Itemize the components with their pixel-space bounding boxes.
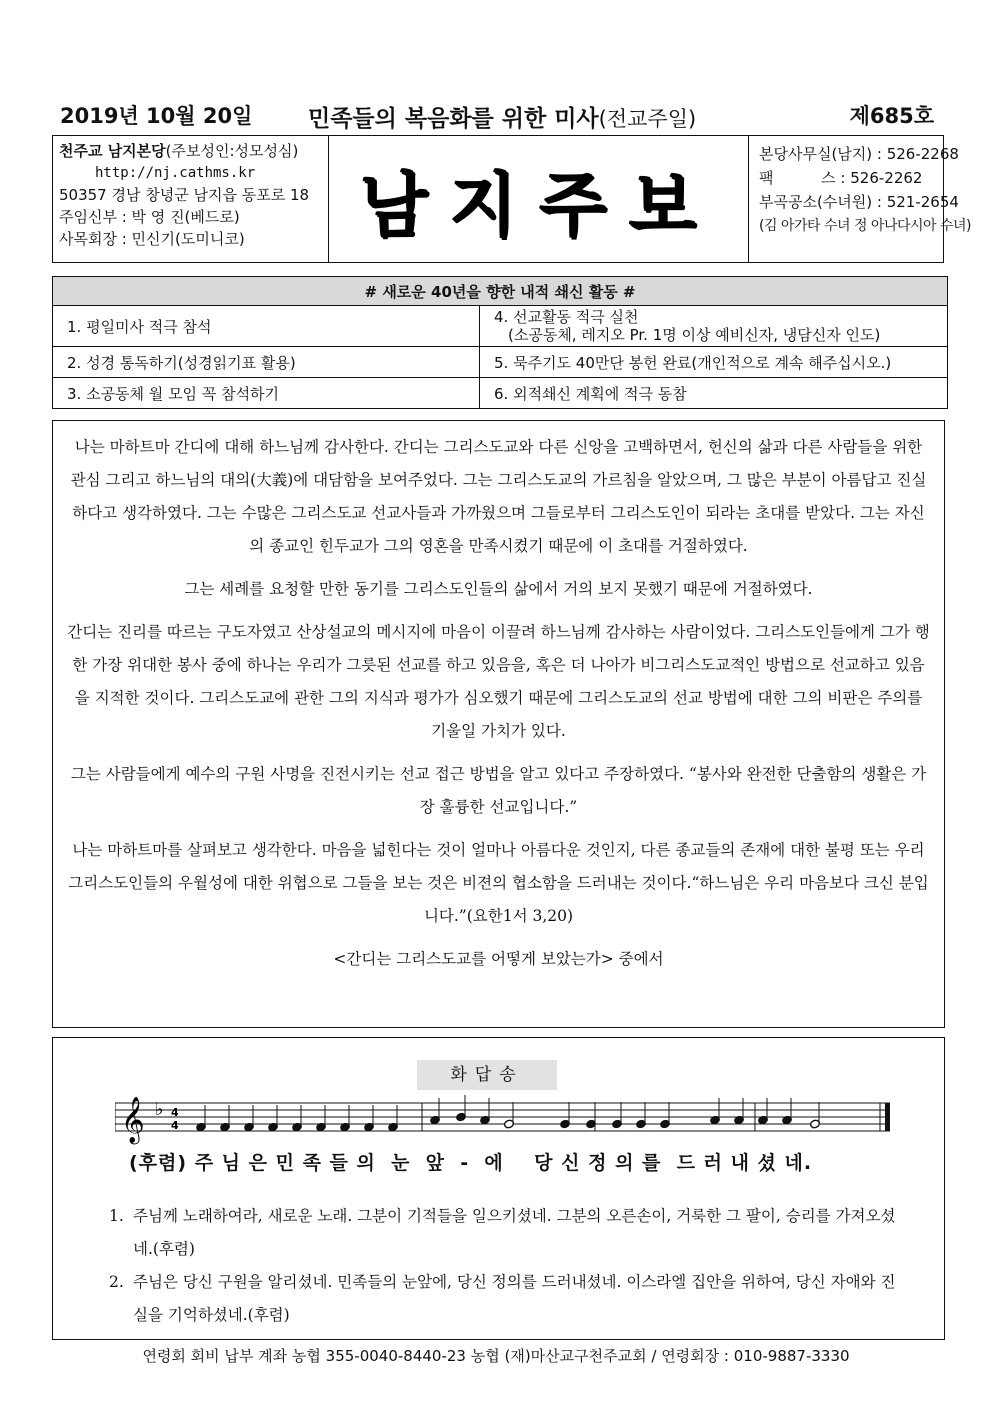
svg-text:4: 4 <box>171 1119 179 1132</box>
parish-pastor: 주임신부 : 박 영 진(베드로) <box>59 208 240 226</box>
council-president: 사목회장 : 민신기(도미니코) <box>59 230 245 248</box>
renewal-item-6: 6. 외적쇄신 계획에 적극 동참 <box>480 378 948 409</box>
article-source: <간디는 그리스도교를 어떻게 보았는가> 중에서 <box>333 950 664 968</box>
renewal-item-5: 5. 묵주기도 40만단 봉헌 완료(개인적으로 계속 해주십시오.) <box>480 347 948 378</box>
footer-account: 연령회 회비 납부 계좌 농협 355-0040-8440-23 농협 (재)마산교구천주교회 / 연령회장 : 010-9887-3330 <box>142 1347 850 1365</box>
contact-sisters: (김 아가타 수녀 정 아나다시아 수녀) <box>759 218 972 234</box>
contact-mission: 부곡공소(수녀원) : 521-2654 <box>759 193 959 211</box>
mass-title-main: 민족들의 복음화를 위한 미사 <box>308 106 599 132</box>
contact-fax: 팩 스 : 526-2262 <box>759 169 923 187</box>
article-paragraph: 나는 마하트마를 살펴보고 생각한다. 마음을 넓힌다는 것이 얼마나 아름다운 것인지, 다른 종교들의 존재에 대한 불평 또는 우리 그리스도인들의 우월성에 대한 위협으로 그들을 보는 것은 비젼의 협소함을 드러내는 것이다.“하느님은 우리 마음보다 크신 분입니다.”(요한1서 3,20) <box>68 841 929 925</box>
psalm-verse <box>109 1200 909 1266</box>
verse-text: 주님은 당신 구원을 알리셨네. 민족들의 눈앞에, 당신 정의를 드러내셨네. 이스라엘 집안을 위하여, 당신 자애와 진실을 기억하셨네.(후렴) <box>133 1273 896 1324</box>
flat-sign-icon: ♭ <box>155 1099 164 1120</box>
parish-address: 50357 경남 창녕군 남지읍 동포로 18 <box>59 186 310 204</box>
bulletin-logo <box>329 136 749 262</box>
renewal-item-4-title: 4. 선교활동 적극 실천 <box>494 308 639 326</box>
article-paragraph: 나는 마하트마 간디에 대해 하느님께 감사한다. 간디는 그리스도교와 다른 신앙을 고백하면서, 헌신의 삶과 다른 사람들을 위한 관심 그리고 하느님의 대의(大義)에 대담함을 보여주었다. 그는 그리스도교의 가르침을 알았으며, 그 많은 부분이 아름답고 진실하다고 생각하였다. 그는 수많은 그리스도교 선교사들과 가까웠으며 그들로부터 그리스도인이 되라는 초대를 받았다. 그는 자신의 종교인 힌두교가 그의 영혼을 만족시켰기 때문에 이 초대를 거절하였다. <box>70 438 927 555</box>
mass-title-sub: (전교주일) <box>598 107 697 131</box>
masthead <box>52 135 972 263</box>
verse-text: 주님께 노래하여라, 새로운 노래. 그분이 기적들을 일으키셨네. 그분의 오른손이, 거룩한 그 팔이, 승리를 가져오셨네.(후렴) <box>133 1207 896 1258</box>
renewal-item-1: 1. 평일미사 적극 참석 <box>53 306 480 347</box>
renewal-heading: # 새로운 40년을 향한 내적 쇄신 활동 # <box>53 277 948 306</box>
contact-office: 본당사무실(남지) : 526-2268 <box>759 145 959 163</box>
psalm-title: 화답송 <box>417 1060 557 1090</box>
psalm-verses <box>109 1200 909 1332</box>
psalm-verse <box>109 1266 909 1332</box>
bulletin-date: 2019년 10월 20일 <box>60 104 253 128</box>
parish-url[interactable]: http://nj.cathms.kr <box>95 165 256 181</box>
mass-title <box>308 100 696 133</box>
renewal-item-4 <box>480 306 948 347</box>
article-paragraph: 그는 사람들에게 예수의 구원 사명을 진전시키는 선교 접근 방법을 알고 있다고 주장하였다. “봉사와 완전한 단출함의 생활은 가장 훌륭한 선교입니다.” <box>70 765 927 816</box>
verse-number: 1. <box>109 1207 124 1225</box>
article-paragraph: 그는 세례를 요청할 만한 동기를 그리스도인들의 삶에서 거의 보지 못했기 때문에 거절하였다. <box>184 580 813 598</box>
svg-text:4: 4 <box>171 1106 179 1119</box>
issue-number: 제685호 <box>849 104 934 128</box>
contact-info <box>749 136 972 262</box>
renewal-item-3: 3. 소공동체 월 모임 꼭 참석하기 <box>53 378 480 409</box>
renewal-item-2: 2. 성경 통독하기(성경읽기표 활용) <box>53 347 480 378</box>
parish-patron: (주보성인:성모성심) <box>165 142 299 160</box>
parish-name: 천주교 남지본당 <box>59 142 166 160</box>
treble-clef-icon: 𝄞 <box>121 1097 145 1143</box>
renewal-item-4-detail: (소공동체, 레지오 Pr. 1명 이상 예비신자, 냉담신자 인도) <box>508 326 881 344</box>
verse-number: 2. <box>109 1273 124 1291</box>
article-paragraph: 간디는 진리를 따르는 구도자였고 산상설교의 메시지에 마음이 이끌려 하느님께 감사하는 사람이었다. 그리스도인들에게 그가 행한 가장 위대한 봉사 중에 하나는 우리가 그릇된 선교를 하고 있음을, 혹은 더 나아가 비그리스도교적인 방법으로 선교하고 있음을 지적한 것이다. 그리스도교에 관한 그의 지식과 평가가 심오했기 때문에 그리스도교의 선교 방법에 대한 그의 비판은 주의를 기울일 가치가 있다. <box>67 623 930 740</box>
renewal-table <box>52 276 948 409</box>
notes <box>196 1095 821 1132</box>
psalm-box <box>52 1037 945 1340</box>
bulletin-logo-text: 남지주보 <box>359 162 718 246</box>
psalm-refrain: (후렴) 주 님 은 민 족 들 의 눈 앞 - 에 당 신 정 의 를 드 러 내 셨 네. <box>129 1152 813 1174</box>
parish-info <box>53 136 329 262</box>
article-box <box>52 420 945 1028</box>
